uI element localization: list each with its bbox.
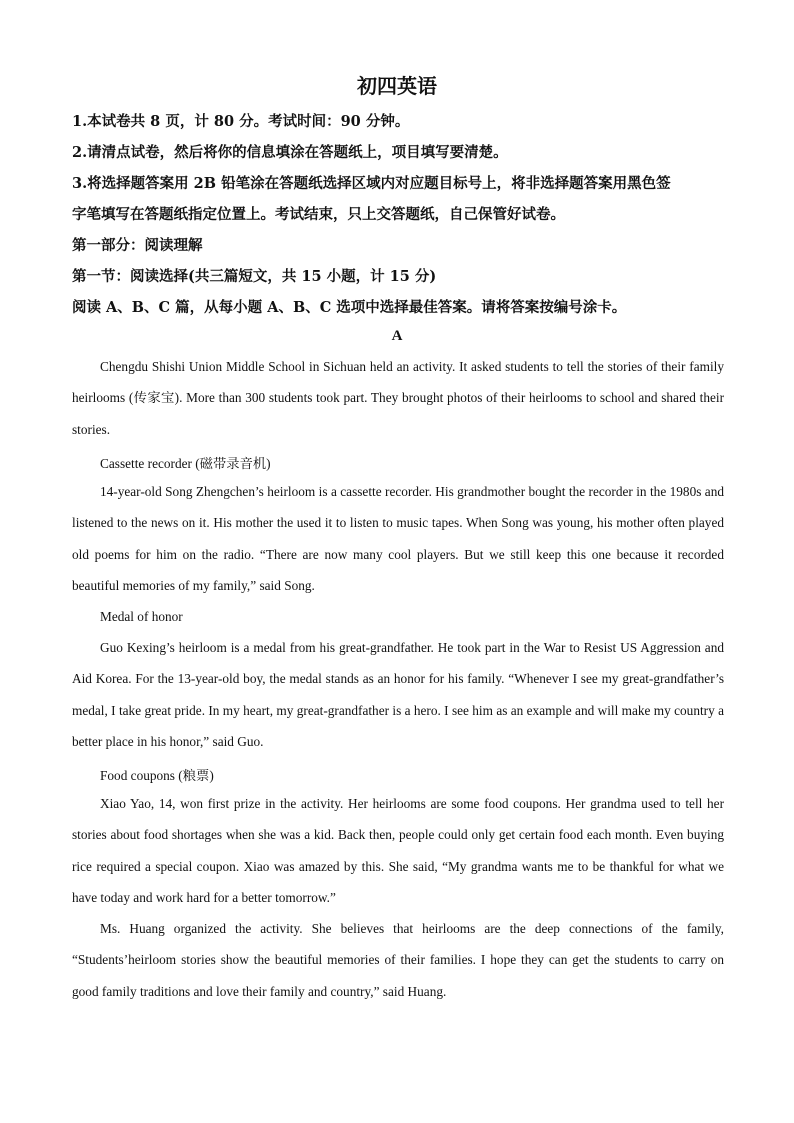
instruction-2: 2.请清点试卷，然后将你的信息填涂在答题纸上，项目填写要清楚。 [72, 144, 508, 161]
paragraph-medal: Guo Kexing’s heirloom is a medal from his great-grandfather. He took part in the War to Resist US Aggression and Aid Korea. For the 13-year-old boy, the medal stands as an honor for his family. “Whenever I see my great-grandfather’s medal, I take great pride. In my heart, my great-grandfather is a hero. I see him as an example and will make my country a better place in his honor,” said Guo. [72, 640, 724, 749]
instruction-3-continued: 字笔填写在答题纸指定位置上。考试结束，只上交答题纸，自己保管好试卷。 [72, 206, 565, 223]
reading-direction: 阅读 A、B、C 篇，从每小题 A、B、C 选项中选择最佳答案。请将答案按编号涂卡。 [72, 299, 627, 316]
instruction-3: 3.将选择题答案用 2B 铅笔涂在答题纸选择区域内对应题目标号上，将非选择题答案用黑色签 [72, 175, 671, 192]
subheading-medal: Medal of honor [100, 609, 183, 624]
passage-label: A [391, 328, 403, 344]
paragraph-coupons: Xiao Yao, 14, won first prize in the activity. Her heirlooms are some food coupons. Her grandma used to tell her stories about food shortages when she was a kid. Back then, people could only get certain food each month. Even buying rice required a special coupon. Xiao was amazed by this. She said, “My grandma wants me to be thankful for what we have today and work hard for a better tomorrow.” [72, 796, 724, 905]
page-title: 初四英语 [357, 74, 437, 98]
section-heading: 第一节：阅读选择(共三篇短文，共 15 小题，计 15 分) [72, 268, 437, 285]
passage-intro: Chengdu Shishi Union Middle School in Sichuan held an activity. It asked students to tell the stories of their family heirlooms (传家宝). More than 300 students took part. They brought photos of their heirlooms to school and shared their stories. [72, 359, 724, 437]
subheading-cassette: Cassette recorder (磁带录音机) [100, 456, 271, 471]
paragraph-cassette: 14-year-old Song Zhengchen’s heirloom is a cassette recorder. His grandmother bought the recorder in the 1980s and listened to the news on it. His mother the used it to listen to music tapes. When Song was young, his mother often played old poems for him on the radio. “There are now many cool players. But we still keep this one because it recorded beautiful memories of my family,” said Song. [72, 484, 724, 593]
subheading-coupons: Food coupons (粮票) [100, 768, 214, 783]
instruction-1: 1.本试卷共 8 页，计 80 分。考试时间：90 分钟。 [72, 113, 410, 130]
part-heading: 第一部分：阅读理解 [72, 237, 203, 254]
paragraph-closing: Ms. Huang organized the activity. She believes that heirlooms are the deep connections of the family, “Students’heirloom stories show the beautiful memories of their families. I hope they can get the students to carry on good family traditions and love their family and country,” said Huang. [72, 921, 724, 999]
